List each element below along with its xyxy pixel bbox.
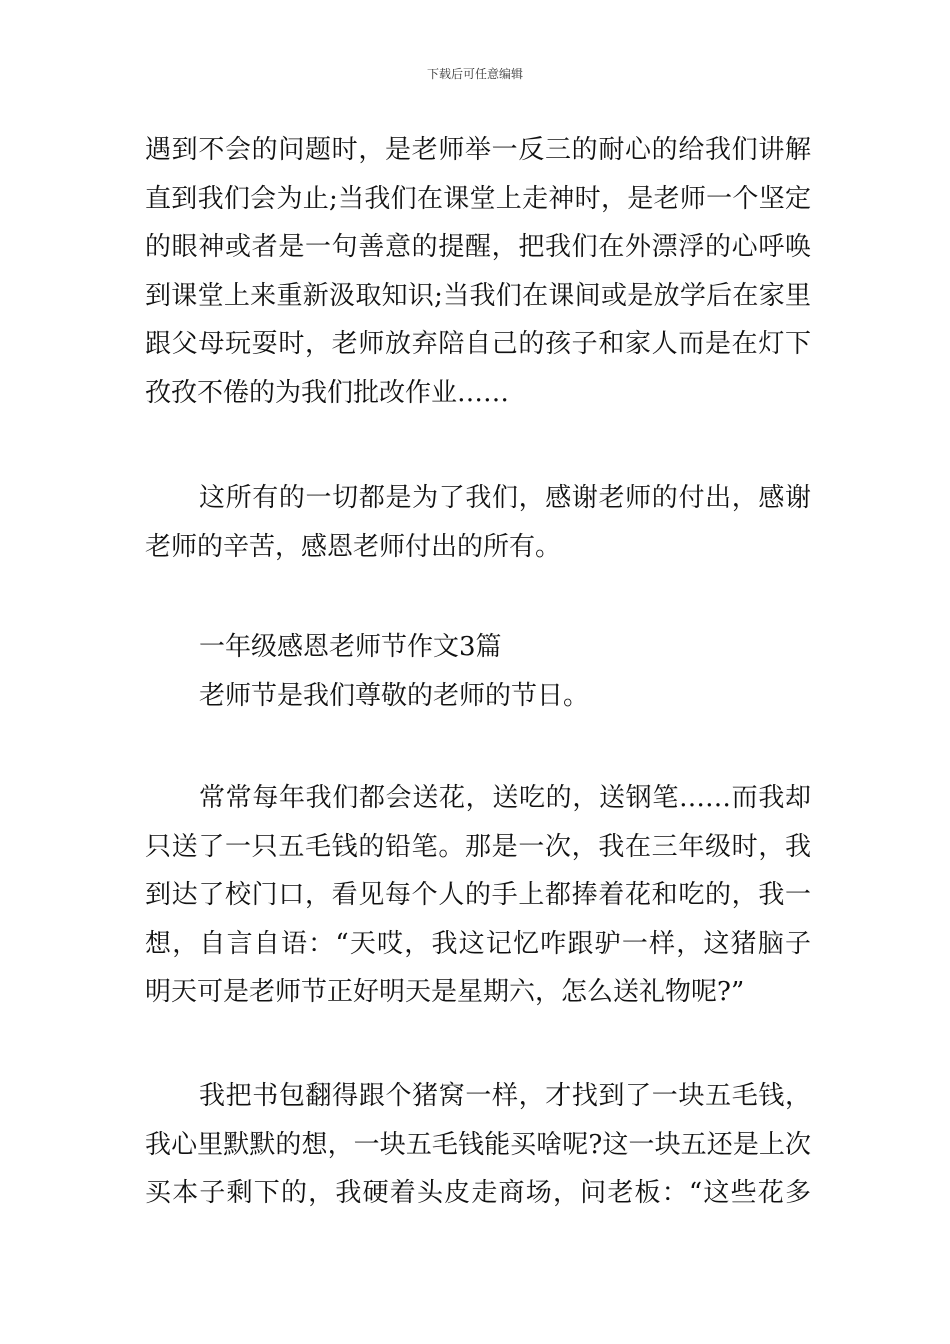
text-line: 孜孜不倦的为我们批改作业……	[145, 377, 510, 408]
paragraph-4	[145, 774, 811, 1017]
paragraph-1	[145, 126, 811, 417]
page-header: 下载后可任意编辑	[426, 67, 523, 81]
text-line: 明天可是老师节正好明天是星期六，怎么送礼物呢?”	[145, 977, 745, 1007]
text-line: 到课堂上来重新汲取知识;当我们在课间或是放学后在家里	[145, 280, 811, 311]
text-line: 到达了校门口，看见每个人的手上都捧着花和吃的，我一	[145, 880, 811, 910]
section-block	[145, 623, 811, 720]
text-line: 只送了一只五毛钱的铅笔。那是一次，我在三年级时，我	[145, 831, 811, 862]
text-line: 常常每年我们都会送花，送吃的，送钢笔……而我却	[199, 783, 811, 813]
text-line: 想，自言自语：“天哎，我这记忆咋跟驴一样，这猪脑子	[145, 928, 811, 959]
paragraph-5	[145, 1072, 811, 1218]
text-line: 我把书包翻得跟个猪窝一样，才找到了一块五毛钱，	[199, 1081, 811, 1111]
text-line: 直到我们会为止;当我们在课堂上走神时，是老师一个坚定	[145, 183, 811, 214]
text-line: 老师节是我们尊敬的老师的节日。	[199, 680, 590, 711]
text-line: 的眼神或者是一句善意的提醒，把我们在外漂浮的心呼唤	[145, 232, 811, 262]
text-line: 我心里默默的想，一块五毛钱能买啥呢?这一块五还是上次	[145, 1129, 811, 1160]
text-line: 老师的辛苦，感恩老师付出的所有。	[145, 531, 562, 562]
text-line: 遇到不会的问题时，是老师举一反三的耐心的给我们讲解	[145, 135, 811, 165]
text-line: 这所有的一切都是为了我们，感谢老师的付出，感谢	[199, 483, 811, 513]
text-line: 跟父母玩耍时，老师放弃陪自己的孩子和家人而是在灯下	[145, 329, 811, 359]
paragraph-2	[145, 474, 811, 571]
section-title: 一年级感恩老师节作文3篇	[199, 632, 502, 662]
text-line: 买本子剩下的，我硬着头皮走商场，问老板：“这些花多	[145, 1178, 811, 1208]
